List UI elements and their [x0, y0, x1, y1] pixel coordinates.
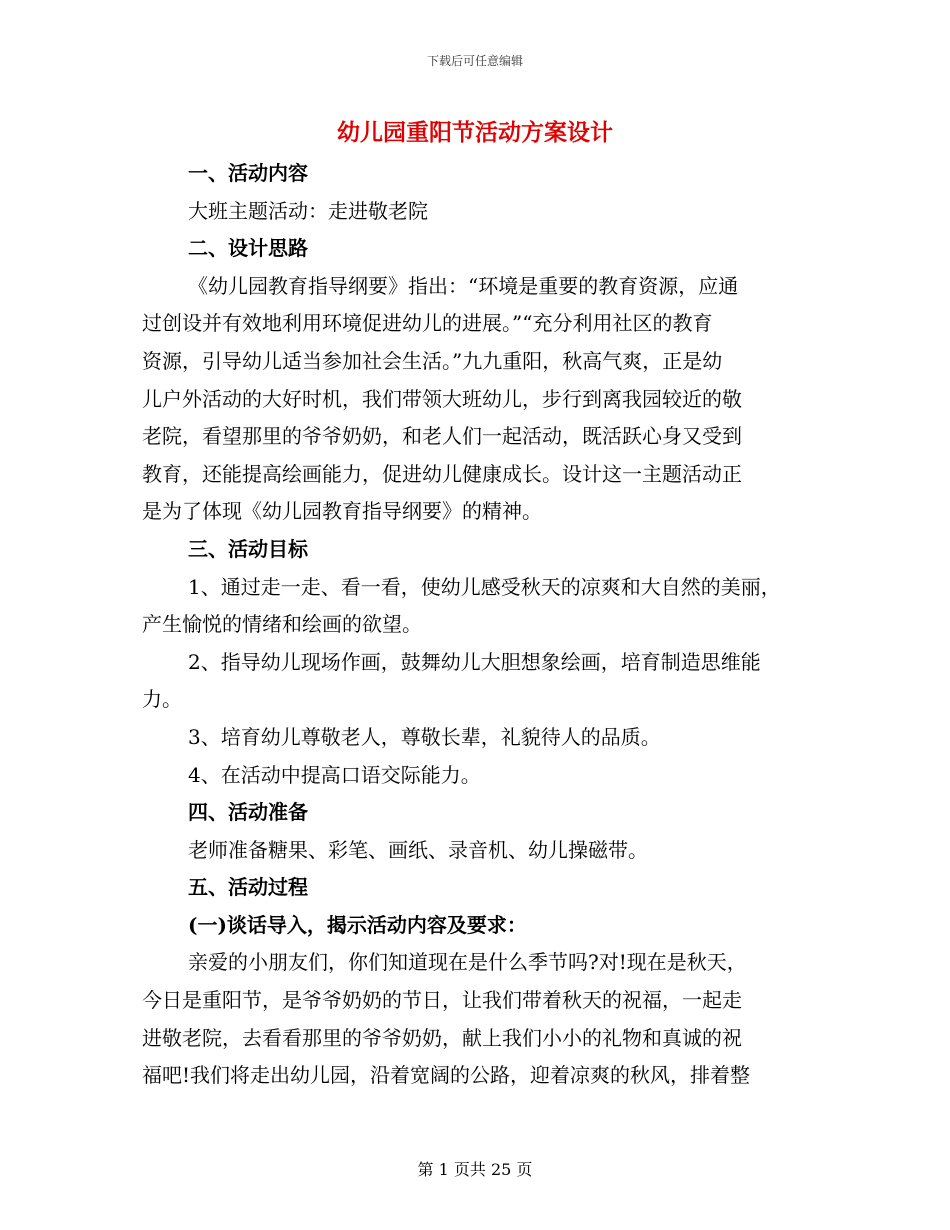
document-body: [142, 155, 832, 1095]
paragraph-line: 亲爱的小朋友们，你们知道现在是什么季节吗?对!现在是秋天，: [188, 950, 747, 975]
subsection-heading: (一)谈话导入，揭示活动内容及要求：: [188, 912, 527, 937]
paragraph-line: 福吧!我们将走出幼儿园，沿着宽阔的公路，迎着凉爽的秋风，排着整: [142, 1063, 751, 1088]
paragraph-line: 4、在活动中提高口语交际能力。: [188, 762, 481, 787]
paragraph-line: 3、培育幼儿尊敬老人，尊敬长辈，礼貌待人的品质。: [188, 724, 661, 749]
paragraph-line: 资源，引导幼儿适当参加社会生活。”九九重阳，秋高气爽，正是幼: [142, 348, 723, 373]
paragraph-line: 是为了体现《幼儿园教育指导纲要》的精神。: [142, 499, 542, 524]
paragraph-line: 老师准备糖果、彩笔、画纸、录音机、幼儿操磁带。: [188, 837, 648, 862]
section-heading-process: 五、活动过程: [188, 875, 308, 900]
paragraph-line: 2、指导幼儿现场作画，鼓舞幼儿大胆想象绘画，培育制造思维能: [188, 649, 761, 674]
paragraph-line: 产生愉悦的情绪和绘画的欲望。: [142, 612, 422, 637]
section-heading-content: 一、活动内容: [188, 161, 308, 185]
document-title: 幼儿园重阳节活动方案设计: [337, 119, 613, 146]
paragraph-line: 力。: [142, 687, 182, 712]
paragraph-line: 《幼儿园教育指导纲要》指出：“环境是重要的教育资源，应通: [188, 273, 739, 298]
page-number: 第 1 页共 25 页: [417, 1160, 533, 1179]
section-heading-preparation: 四、活动准备: [188, 800, 308, 825]
paragraph-line: 进敬老院，去看看那里的爷爷奶奶，献上我们小小的礼物和真诚的祝: [142, 1025, 742, 1050]
page-header-note: 下载后可任意编辑: [426, 54, 523, 68]
section-heading-design: 二、设计思路: [188, 236, 308, 261]
paragraph-line: 老院，看望那里的爷爷奶奶，和老人们一起活动，既活跃心身又受到: [142, 424, 742, 449]
section-heading-goals: 三、活动目标: [188, 536, 308, 561]
paragraph-line: 今日是重阳节，是爷爷奶奶的节日，让我们带着秋天的祝福，一起走: [142, 988, 742, 1013]
paragraph-line: 1、通过走一走、看一看，使幼儿感受秋天的凉爽和大自然的美丽，: [188, 574, 781, 599]
paragraph-line: 教育，还能提高绘画能力，促进幼儿健康成长。设计这一主题活动正: [142, 461, 742, 486]
paragraph-line: 过创设并有效地利用环境促进幼儿的进展。”“充分利用社区的教育: [142, 311, 713, 336]
paragraph-line: 儿户外活动的大好时机，我们带领大班幼儿，步行到离我园较近的敬: [142, 386, 742, 411]
paragraph-line: 大班主题活动：走进敬老院: [188, 198, 428, 223]
